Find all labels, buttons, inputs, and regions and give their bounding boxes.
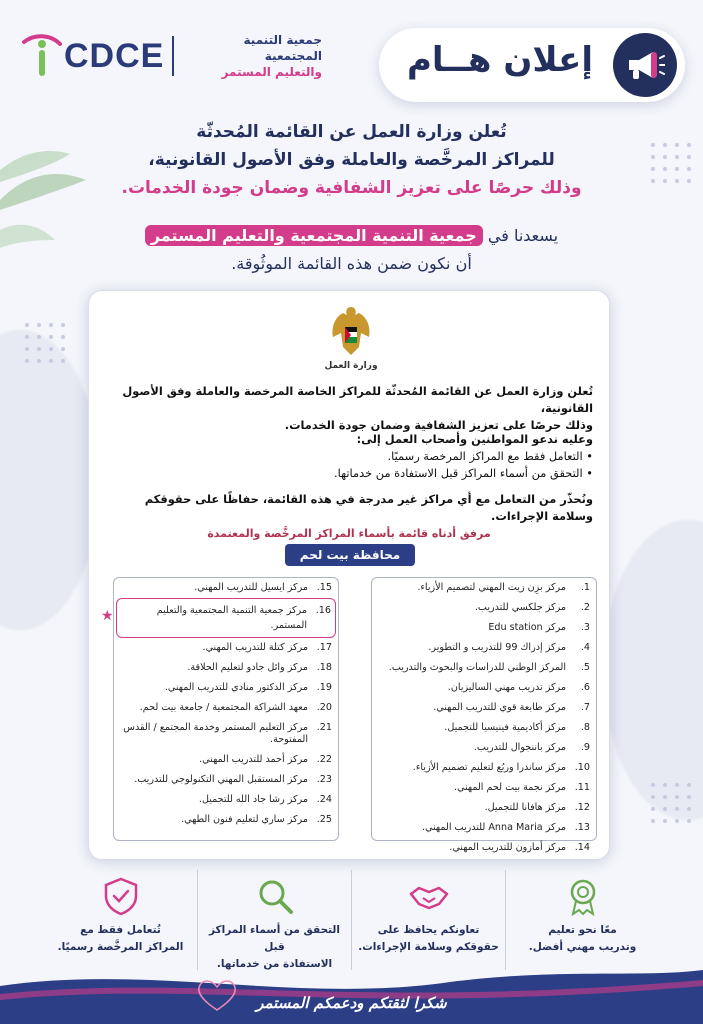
center-name: مركز ساندرا وربُع لتعليم تصميم الأزياء. [412, 762, 566, 773]
feature-text-line-2: وتدريب مهني أفضل. [528, 941, 637, 953]
card-call-to-action [101, 431, 593, 482]
center-item [114, 698, 338, 718]
dot-pattern-decoration [648, 140, 698, 190]
center-name: مركز أمازون للتدريب المهني. [449, 842, 566, 853]
center-name: مركز نجمة بيت لحم المهني. [453, 782, 566, 793]
center-number: 16. [315, 605, 331, 616]
centers-list-right [371, 577, 597, 853]
center-number: 7. [580, 702, 590, 713]
center-number: 22. [316, 754, 332, 765]
center-item [114, 810, 338, 830]
eagle-emblem-icon [329, 303, 373, 361]
center-number: 5. [580, 662, 590, 673]
call-bullet-1: • التعامل فقط مع المراكز المرخصة رسميًا. [387, 449, 593, 463]
center-number: 11. [574, 782, 590, 793]
association-line-2: أن نكون ضمن هذه القائمة الموثُوقة. [231, 254, 472, 273]
magnifier-icon [255, 876, 295, 916]
card-announcement [101, 383, 593, 434]
center-name: مركز هافانا للتجميل. [484, 802, 566, 813]
center-number: 19. [316, 682, 332, 693]
center-name: مركز ايسيل للتدريب المهني. [194, 582, 308, 593]
logo-line-2: والتعليم المستمر [221, 65, 322, 79]
center-name: مركز ساري لتعليم فنون الطهي. [181, 814, 308, 825]
center-number: 24. [316, 794, 332, 805]
center-name: مركز وائل جادو لتعليم الحلاقة. [187, 662, 308, 673]
center-name: مركز بزِن زيت المهني لتصميم الأزياء. [417, 582, 566, 593]
ribbon-badge-icon [563, 876, 603, 916]
list-title: مرفق أدناه قائمة بأسماء المراكز المرخَّصة والمعتمدة [207, 527, 491, 540]
call-bullet-2: • التحقق من أسماء المراكز قبل الاستفادة من خدماتها. [334, 466, 593, 480]
banner-title: إعلان هــام [407, 40, 594, 80]
feature-item [506, 870, 659, 970]
intro-line-3: وذلك حرصًا على تعزيز الشفافية وضمان جودة الخدمات. [121, 178, 582, 198]
ministry-announcement-card [88, 290, 610, 860]
association-line-1 [40, 222, 663, 250]
governorate-label: محافظة بيت لحم [285, 544, 415, 566]
center-name: مركز جمعية التنمية المجتمعية والتعليم المستمر. [156, 605, 307, 631]
centers-list-left [101, 577, 339, 841]
star-icon: ★ [101, 608, 114, 624]
center-name: مركز التعليم المستمر وخدمة المجتمع / القدس المفتوحة. [123, 722, 308, 745]
center-number: 2. [580, 602, 590, 613]
feature-text-line-1: تعاونكم يحافظ على [377, 924, 480, 936]
logo-line-1: جمعية التنمية المجتمعية [243, 33, 322, 63]
association-statement [40, 222, 663, 278]
center-item [372, 618, 596, 638]
center-item [114, 770, 338, 790]
center-item [372, 778, 596, 798]
center-name: مركز المستقبل المهني التكنولوجي للتدريب. [134, 774, 308, 785]
feature-text-line-2: حقوقكم وسلامة الإجراءات. [358, 941, 499, 953]
center-name: مركز كتلة للتدريب المهني. [202, 642, 308, 653]
center-name: مركز Edu station [488, 622, 566, 633]
center-item [114, 638, 338, 658]
center-name: مركز رشا جاد الله للتجميل. [198, 794, 308, 805]
center-number: 13. [574, 822, 590, 833]
logo-divider [172, 36, 174, 76]
card-warning: ونُحذّر من التعامل مع أي مراكز غير مدرجة في هذه القائمة، حفاظًا على حقوقكم وسلامة الإجراءات. [144, 492, 593, 523]
features-row [44, 870, 659, 970]
center-item [372, 758, 596, 778]
center-item [372, 638, 596, 658]
card-announcement-line-1: تُعلن وزارة العمل عن القائمة المُحدثّة للمراكز الخاصة المرخصة والعاملة وفق الأصول القانونية، [122, 384, 593, 415]
logo-figure-icon [22, 32, 62, 80]
cdce-logo [22, 26, 322, 86]
center-number: 20. [316, 702, 332, 713]
important-announcement-banner [379, 28, 685, 102]
call-heading: وعليه ندعو المواطنين وأصحاب العمل إلى: [356, 432, 593, 446]
intro-line-1: تُعلن وزارة العمل عن القائمة المُحدثّة [196, 122, 507, 142]
center-name: المركز الوطني للدراسات والبحوث والتدريب. [388, 662, 566, 673]
dot-pattern-decoration [22, 320, 72, 370]
center-number: 25. [316, 814, 332, 825]
footer-thanks: شكرا لثقتكم ودعمكم المستمر [256, 994, 447, 1012]
center-number: 1. [580, 582, 590, 593]
center-item [372, 658, 596, 678]
center-item [114, 658, 338, 678]
center-name: مركز الدكتور منادي للتدريب المهني. [164, 682, 308, 693]
intro-statement [60, 118, 643, 202]
center-item [372, 838, 596, 858]
center-name: مركز أحمد للتدريب المهني. [199, 754, 308, 765]
center-name: مركز طابعة قوي للتدريب المهني. [433, 702, 566, 713]
center-item [372, 818, 596, 838]
center-name: مركز Anna Maria للتدريب المهني. [421, 822, 566, 833]
center-item [372, 718, 596, 738]
feature-text-line-1: التحقق من أسماء المراكز قبل [209, 924, 340, 953]
center-name: مركز تدريب مهني الساليزيان. [447, 682, 566, 693]
ministry-label: وزارة العمل [324, 361, 378, 371]
center-item [372, 598, 596, 618]
shield-check-icon [101, 876, 141, 916]
logo-arabic-name [182, 32, 322, 80]
feature-text-line-2: المراكز المرخَّصة رسميًا. [57, 941, 184, 953]
center-name: معهد الشراكة المجتمعية / جامعة بيت لحم. [139, 702, 308, 713]
feature-item [44, 870, 198, 970]
bg-blob-right [603, 520, 703, 820]
center-name: مركز باننجوال للتدريب. [473, 742, 566, 753]
center-number: 17. [316, 642, 332, 653]
center-item [114, 578, 338, 598]
handshake-icon [409, 876, 449, 916]
center-number: 21. [316, 722, 332, 733]
center-number: 23. [316, 774, 332, 785]
feature-text-line-1: معًا نحو تعليم [548, 924, 617, 936]
feature-text-line-1: تُتعامل فقط مع [80, 924, 161, 936]
center-number: 15. [316, 582, 332, 593]
feature-item [198, 870, 352, 970]
center-number: 18. [316, 662, 332, 673]
association-prefix: يسعدنا في [487, 226, 559, 245]
center-number: 14. [574, 842, 590, 853]
card-announcement-line-2: وذلك حرصًا على تعزيز الشفافية وضمان جودة الخدمات. [284, 418, 593, 432]
center-name: مركز جلكسي للتدريب. [474, 602, 566, 613]
center-item [372, 738, 596, 758]
feature-text-line-2: الاستفادة من خدماتها. [216, 958, 333, 970]
intro-line-2: للمراكز المرخَّصة والعاملة وفق الأصول القانونية، [148, 150, 555, 170]
center-item [114, 750, 338, 770]
center-number: 3. [580, 622, 590, 633]
center-item [372, 678, 596, 698]
center-name: مركز أكاديمية فينيسيا للتجميل. [444, 722, 566, 733]
bg-blob-left [0, 330, 100, 630]
center-item [114, 678, 338, 698]
center-item [372, 698, 596, 718]
center-number: 6. [580, 682, 590, 693]
center-number: 10. [574, 762, 590, 773]
center-number: 12. [574, 802, 590, 813]
center-item [114, 790, 338, 810]
center-item [372, 578, 596, 598]
logo-acronym: CDCE [64, 36, 165, 75]
center-item [114, 718, 338, 750]
center-name: مركز إدراك 99 للتدريب و التطوير. [428, 642, 566, 653]
center-number: 8. [580, 722, 590, 733]
dot-pattern-decoration [648, 780, 698, 830]
feature-item [352, 870, 506, 970]
megaphone-icon [613, 33, 677, 97]
center-number: 9. [580, 742, 590, 753]
center-number: 4. [580, 642, 590, 653]
center-item-highlighted [101, 598, 336, 638]
center-item [372, 798, 596, 818]
association-name-highlight: جمعية التنمية المجتمعية والتعليم المستمر [145, 225, 483, 246]
